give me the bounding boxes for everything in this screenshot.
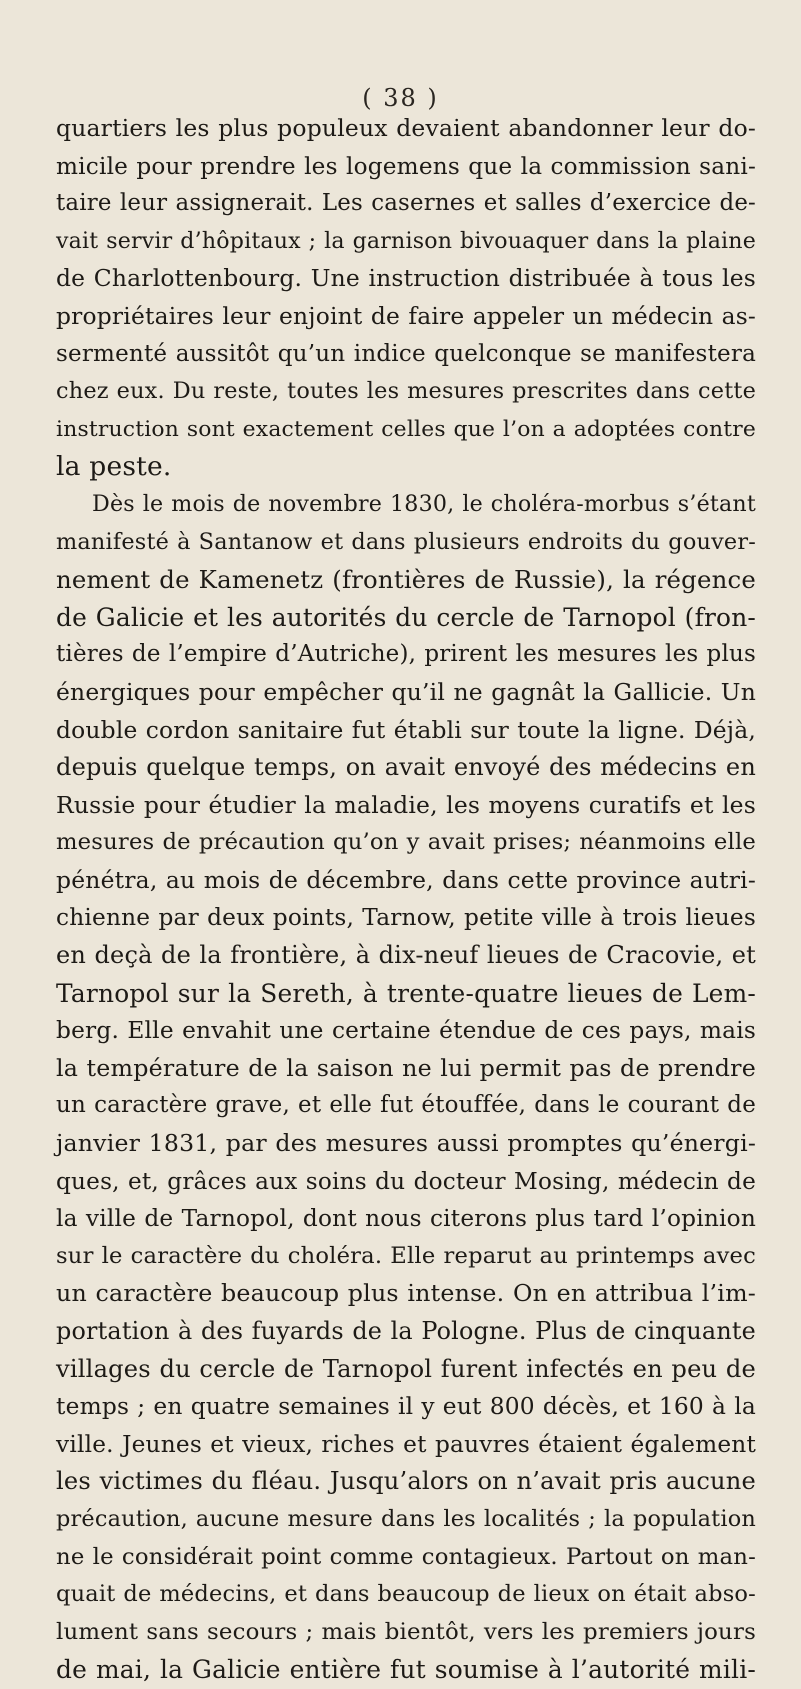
paragraph-1	[56, 110, 756, 486]
text-line: quartiers les plus populeux devaient abandonner leur do-	[56, 114, 756, 142]
text-line: vait servir d’hôpitaux ; la garnison bivouaquer dans la plaine	[56, 227, 756, 254]
text-line: un caractère beaucoup plus intense. On en attribua l’im-	[56, 1279, 756, 1308]
text-line: en deçà de la frontière, à dix-neuf lieues de Cracovie, et	[56, 941, 756, 970]
text-line: ques, et, grâces aux soins du docteur Mosing, médecin de	[56, 1167, 756, 1195]
text-line: micile pour prendre les logemens que la commission sani-	[56, 152, 756, 180]
text-line: manifesté à Santanow et dans plusieurs endroits du gouver-	[56, 528, 756, 555]
text-line: quait de médecins, et dans beaucoup de lieux on était abso-	[56, 1581, 756, 1608]
text-line: double cordon sanitaire fut établi sur toute la ligne. Déjà,	[56, 715, 756, 744]
text-line: Tarnopol sur la Sereth, à trente-quatre lieues de Lem-	[56, 978, 756, 1008]
text-line: la ville de Tarnopol, dont nous citerons plus tard l’opinion	[56, 1205, 756, 1233]
text-line: chienne par deux points, Tarnow, petite ville à trois lieues	[56, 904, 756, 932]
text-line: depuis quelque temps, on avait envoyé des médecins en	[56, 753, 756, 782]
text-line: propriétaires leur enjoint de faire appeler un médecin as-	[56, 301, 756, 330]
text-line: instruction sont exactement celles que l’on a adoptées contre	[56, 416, 756, 442]
text-line: Dès le mois de novembre 1830, le choléra-morbus s’étant	[92, 490, 756, 517]
text-line: Russie pour étudier la maladie, les moyens curatifs et les	[56, 790, 756, 819]
text-line: la peste.	[56, 451, 172, 483]
text-line: villages du cercle de Tarnopol furent infectés en peu de	[56, 1354, 756, 1383]
body-text	[56, 110, 756, 1689]
text-line: énergiques pour empêcher qu’il ne gagnât la Gallicie. Un	[56, 677, 756, 706]
text-line: ne le considérait point comme contagieux. Partout on man-	[56, 1543, 756, 1570]
text-line: temps ; en quatre semaines il y eut 800 décès, et 160 à la	[56, 1392, 756, 1421]
text-line: de Charlottenbourg. Une instruction distribuée à tous les	[56, 264, 756, 293]
paragraph-2	[56, 486, 756, 1689]
text-line: mesures de précaution qu’on y avait prises; néanmoins elle	[56, 829, 756, 856]
text-line: lument sans secours ; mais bientôt, vers les premiers jours	[56, 1618, 756, 1645]
text-line: janvier 1831, par des mesures aussi promptes qu’énergi-	[56, 1129, 756, 1158]
text-line: précaution, aucune mesure dans les localités ; la population	[56, 1505, 756, 1532]
text-line: sur le caractère du choléra. Elle reparut au printemps avec	[56, 1242, 756, 1269]
text-line: de mai, la Galicie entière fut soumise à l’autorité mili-	[56, 1655, 756, 1685]
text-line: tières de l’empire d’Autriche), prirent les mesures les plus	[56, 641, 756, 668]
text-line: ville. Jeunes et vieux, riches et pauvres étaient également	[56, 1430, 756, 1458]
text-line: portation à des fuyards de la Pologne. Plus de cinquante	[56, 1317, 756, 1345]
text-line: la température de la saison ne lui permit pas de prendre	[56, 1053, 756, 1082]
text-line: pénétra, au mois de décembre, dans cette province autri-	[56, 865, 756, 894]
text-line: de Galicie et les autorités du cercle de Tarnopol (fron-	[56, 602, 756, 632]
text-line: les victimes du fléau. Jusqu’alors on n’avait pris aucune	[56, 1467, 756, 1496]
text-line: nement de Kamenetz (frontières de Russie), la régence	[56, 565, 756, 595]
text-line: chez eux. Du reste, toutes les mesures prescrites dans cette	[56, 378, 756, 405]
text-line: un caractère grave, et elle fut étouffée, dans le courant de	[56, 1092, 756, 1119]
text-line: sermenté aussitôt qu’un indice quelconque se manifestera	[56, 340, 756, 367]
text-line: taire leur assignerait. Les casernes et salles d’exercice de-	[56, 190, 756, 217]
page-number: ( 38 )	[362, 84, 439, 112]
text-line: berg. Elle envahit une certaine étendue de ces pays, mais	[56, 1017, 756, 1045]
